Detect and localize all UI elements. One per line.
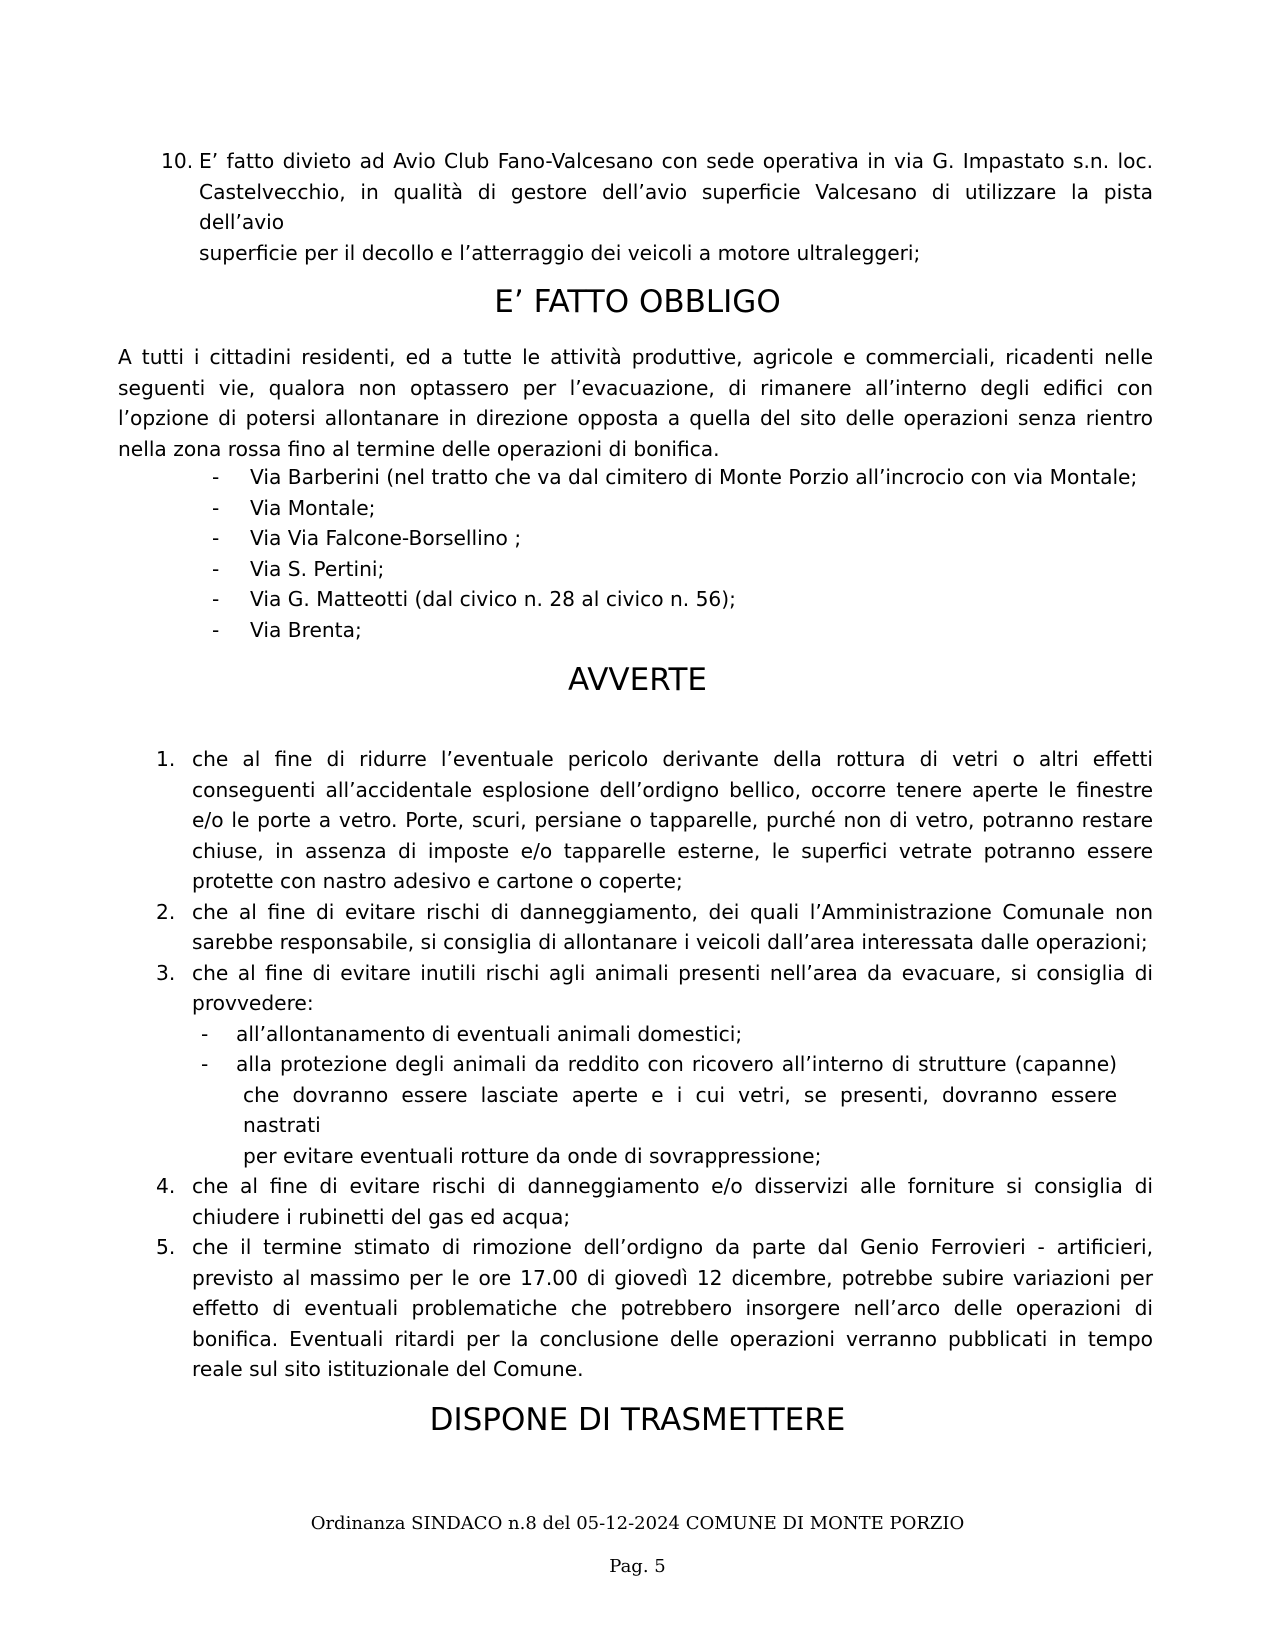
- text-line: che al fine di evitare inutili rischi agli animali presenti nell’area da evacuare, si consiglia di: [192, 960, 1153, 985]
- text-line: che al fine di evitare rischi di danneggiamento, dei quali l’Amministrazione Comunale non: [192, 899, 1153, 924]
- text-line: che al fine di ridurre l’eventuale pericolo derivante della rottura di vetri o altri effetti: [192, 747, 1153, 771]
- dash-bullet: -: [212, 556, 220, 581]
- text-line: bonifica. Eventuali ritardi per la conclusione delle operazioni verranno pubblicati in tempo: [192, 1326, 1153, 1351]
- list-item-4: [156, 1171, 1153, 1232]
- text-line: reale sul sito istituzionale del Comune.: [192, 1357, 584, 1381]
- sub-list-text: [236, 1019, 1117, 1050]
- street-item: [212, 554, 1153, 585]
- list-item-text: [192, 1171, 1153, 1232]
- list-number: 1.: [156, 747, 176, 771]
- list-item-text: [192, 897, 1153, 958]
- dash-bullet: -: [212, 617, 220, 642]
- text-line: superficie per il decollo e l’atterraggio dei veicoli a motore ultraleggeri;: [199, 240, 921, 265]
- street-name: Via Montale;: [250, 495, 376, 520]
- text-line: sarebbe responsabile, si consiglia di allontanare i veicoli dall’area interessata dalle operazioni;: [192, 930, 1148, 954]
- street-list: [212, 462, 1153, 645]
- page-number: Pag. 5: [609, 1556, 666, 1577]
- sub-list-item: [201, 1049, 1117, 1171]
- obbligo-paragraph: [118, 342, 1153, 464]
- section-heading-obbligo: E’ FATTO OBBLIGO: [494, 284, 781, 320]
- dash-bullet: -: [201, 1052, 209, 1076]
- street-name: Via Barberini (nel tratto che va dal cimitero di Monte Porzio all’incrocio con via Montale;: [250, 465, 1138, 489]
- list-item-text: [192, 1232, 1153, 1385]
- text-line: chiuse, in assenza di imposte e/o tapparelle esterne, le superfici vetrate potranno essere: [192, 838, 1153, 863]
- text-line: protette con nastro adesivo e cartone o coperte;: [192, 869, 683, 893]
- street-name: Via Via Falcone-Borsellino ;: [250, 526, 522, 550]
- list-item-2: [156, 897, 1153, 958]
- street-name: Via S. Pertini;: [250, 556, 385, 581]
- street-name: Via Brenta;: [250, 617, 362, 642]
- list-item-text: [199, 146, 1153, 268]
- street-item: [212, 615, 1153, 646]
- list-number: 4.: [156, 1174, 176, 1198]
- text-line: che al fine di evitare rischi di danneggiamento e/o disservizi alle forniture si consiglia di: [192, 1174, 1153, 1198]
- text-line: Castelvecchio, in qualità di gestore dell’avio superficie Valcesano di utilizzare la pista dell’avio: [199, 179, 1153, 234]
- street-item: [212, 462, 1153, 493]
- list-number: 10.: [161, 149, 194, 173]
- list-item-text: [192, 958, 1153, 1019]
- text-line: l’opzione di potersi allontanare in direzione opposta a quella del sito delle operazioni senza rientro: [118, 406, 1153, 430]
- text-line: per evitare eventuali rotture da onde di sovrappressione;: [243, 1143, 822, 1168]
- text-line: conseguenti all’accidentale esplosione dell’ordigno bellico, occorre tenere aperte le finestre: [192, 777, 1153, 802]
- list-number: 3.: [156, 960, 176, 985]
- street-item: [212, 523, 1153, 554]
- dash-bullet: -: [212, 587, 220, 611]
- list-number: 2.: [156, 899, 176, 924]
- list-number: 5.: [156, 1235, 176, 1259]
- text-line: A tutti i cittadini residenti, ed a tutte le attività produttive, agricole e commerciali, ricadenti nelle: [118, 345, 1153, 369]
- list-item-text: [192, 744, 1153, 897]
- street-name: Via G. Matteotti (dal civico n. 28 al civico n. 56);: [250, 587, 736, 611]
- dash-bullet: -: [212, 495, 220, 520]
- list-item-3: [156, 958, 1153, 1172]
- text-line: previsto al massimo per le ore 17.00 di giovedì 12 dicembre, potrebbe subire variazioni per: [192, 1265, 1153, 1290]
- text-line: effetto di eventuali problematiche che potrebbero insorgere nell’arco delle operazioni di: [192, 1296, 1153, 1320]
- text-line: chiudere i rubinetti del gas ed acqua;: [192, 1204, 571, 1229]
- section-heading-dispone: DISPONE DI TRASMETTERE: [429, 1402, 846, 1438]
- text-line: seguenti vie, qualora non optassero per l’evacuazione, di rimanere all’interno degli edifici con: [118, 375, 1153, 400]
- section-heading-avverte: AVVERTE: [567, 662, 708, 698]
- sub-list-item: [201, 1019, 1117, 1050]
- text-line: provvedere:: [192, 991, 314, 1015]
- list-item-1: [156, 744, 1153, 897]
- list-item-5: [156, 1232, 1153, 1385]
- dash-bullet: -: [212, 526, 220, 550]
- text-line: all’allontanamento di eventuali animali domestici;: [236, 1021, 743, 1046]
- footer-ordinanza: Ordinanza SINDACO n.8 del 05-12-2024 COMUNE DI MONTE PORZIO: [310, 1513, 965, 1534]
- text-line: che dovranno essere lasciate aperte e i cui vetri, se presenti, dovranno essere nastrati: [243, 1082, 1117, 1137]
- avverte-list: [156, 744, 1153, 1385]
- text-line: e/o le porte a vetro. Porte, scuri, persiane o tapparelle, purché non di vetro, potranno restare: [192, 808, 1153, 832]
- dash-bullet: -: [212, 465, 220, 489]
- street-item: [212, 493, 1153, 524]
- street-item: [212, 584, 1153, 615]
- sub-list-text: [236, 1049, 1117, 1171]
- text-line: nella zona rossa fino al termine delle operazioni di bonifica.: [118, 436, 720, 461]
- dash-bullet: -: [201, 1021, 209, 1046]
- text-line: alla protezione degli animali da reddito con ricovero all’interno di strutture (capanne): [236, 1052, 1117, 1076]
- text-line: E’ fatto divieto ad Avio Club Fano-Valcesano con sede operativa in via G. Impastato s.n. loc.: [199, 149, 1153, 173]
- text-line: che il termine stimato di rimozione dell’ordigno da parte dal Genio Ferrovieri - artificieri,: [192, 1235, 1153, 1259]
